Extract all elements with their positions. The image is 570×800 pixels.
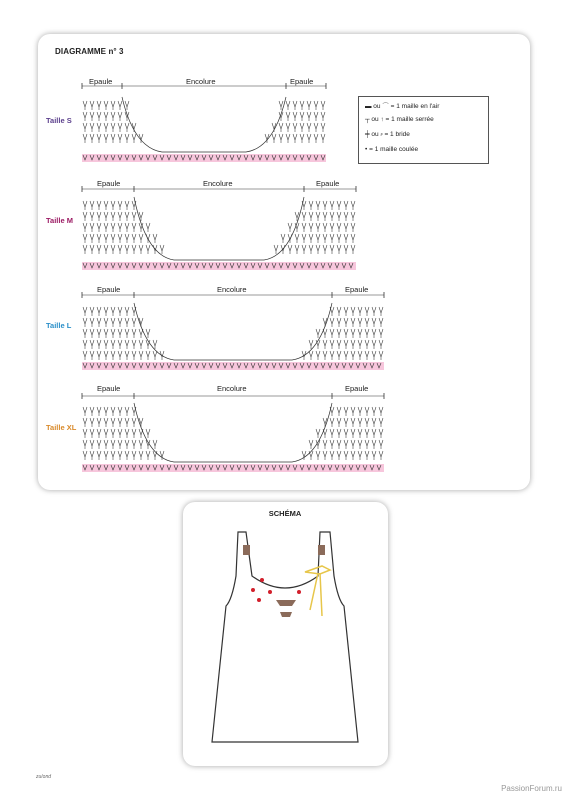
l-right-label: Epaule (345, 285, 369, 294)
footer-credit: zu/ond (36, 774, 52, 780)
m-center-label: Encolure (203, 179, 233, 188)
xl-right-label: Epaule (345, 384, 369, 393)
bead (268, 590, 272, 594)
l-center-label: Encolure (217, 285, 247, 294)
size-label-xl: Taille XL (46, 423, 77, 432)
m-right-label: Epaule (316, 179, 340, 188)
legend-single-symbols: ┬ ou ↑ (365, 116, 384, 123)
s-right-label: Epaule (290, 77, 314, 86)
legend-slip-symbols: • (365, 146, 368, 153)
xl-left-label: Epaule (97, 384, 121, 393)
bead (297, 590, 301, 594)
bead (251, 588, 255, 592)
right-strap-tab (318, 545, 325, 555)
size-label-s: Taille S (46, 116, 72, 125)
legend-chain-text: = 1 maille en l'air (390, 103, 440, 110)
dress-outline (212, 532, 358, 742)
watermark: PassionForum.ru (501, 784, 562, 793)
xl-center-label: Encolure (217, 384, 247, 393)
bead (257, 598, 261, 602)
legend-slip-text: = 1 maille coulée (369, 146, 419, 153)
legend-single-text: = 1 maille serrée (385, 116, 434, 123)
l-left-label: Epaule (97, 285, 121, 294)
m-left-label: Epaule (97, 179, 121, 188)
s-center-label: Encolure (186, 77, 216, 86)
schema-title: SCHÉMA (268, 509, 302, 518)
legend-chain-symbols: ▬ ou ⌒ (365, 103, 389, 110)
size-label-m: Taille M (46, 216, 73, 225)
legend-double-symbols: ╪ ou ⸗ (365, 131, 383, 138)
s-left-label: Epaule (89, 77, 113, 86)
diagram-title: DIAGRAMME n° 3 (55, 47, 124, 56)
chest-patch-small (280, 612, 292, 617)
size-label-l: Taille L (46, 321, 72, 330)
legend-double-text: = 1 bride (384, 131, 410, 138)
bead (260, 578, 264, 582)
left-strap-tab (243, 545, 250, 555)
